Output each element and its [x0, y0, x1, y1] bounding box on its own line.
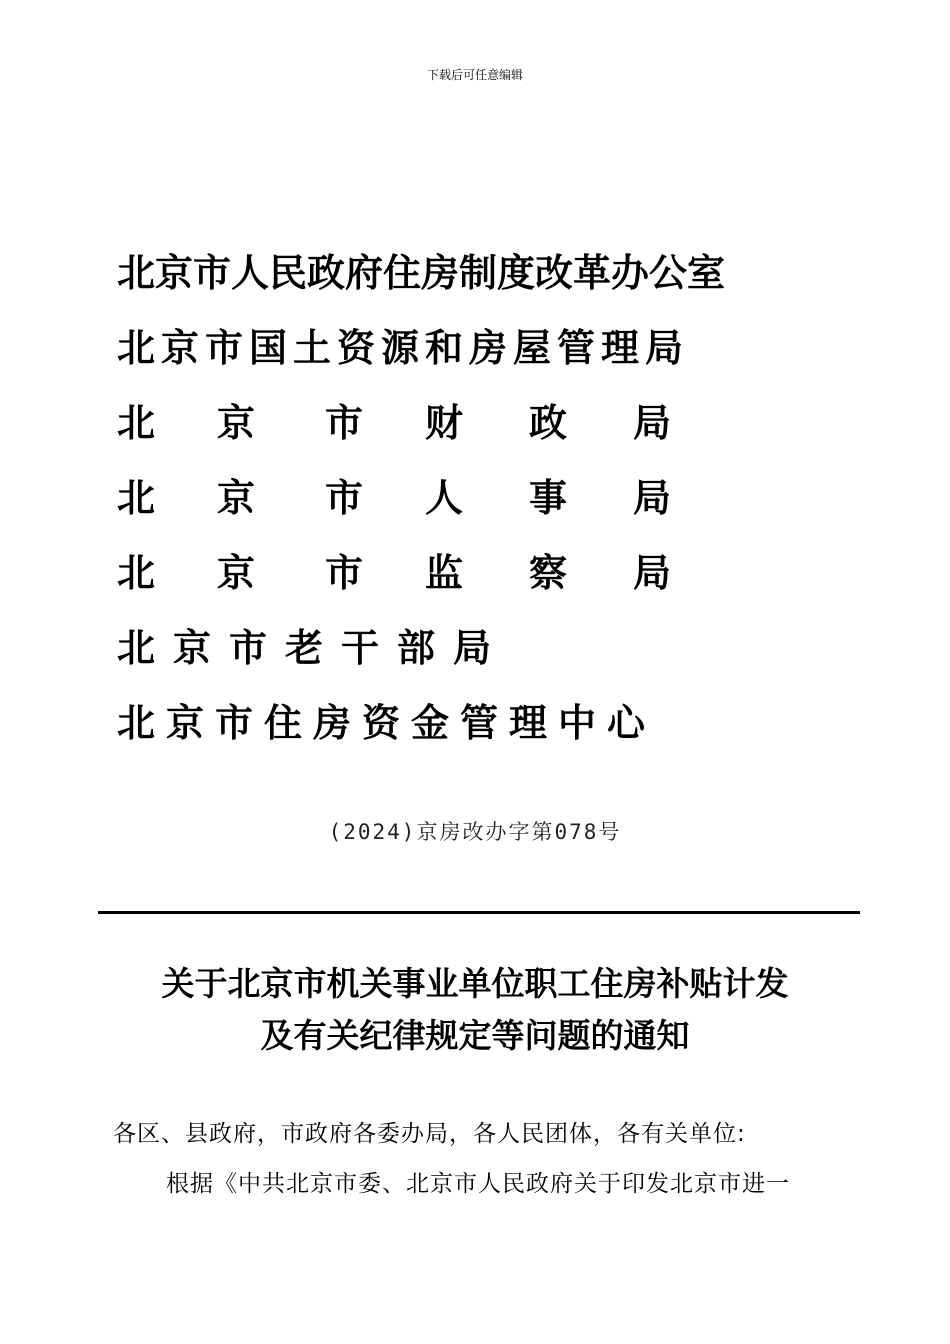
issuer-finance-bureau	[117, 396, 837, 471]
issuer-char: 局	[633, 476, 672, 520]
salutation: 各区、县政府，市政府各委办局，各人民团体，各有关单位:	[113, 1121, 746, 1147]
issuer-char: 京	[217, 401, 256, 445]
issuer-char: 局	[633, 401, 672, 445]
issuer-char: 监	[425, 551, 464, 595]
issuer-veteran-cadres-bureau	[117, 621, 837, 696]
issuer-name: 北京市住房资金管理中心	[117, 701, 657, 745]
document-title-line-2: 及有关纪律规定等问题的通知	[260, 1016, 690, 1055]
header-divider	[98, 911, 860, 914]
header-note: 下载后可任意编辑	[426, 68, 523, 82]
document-title-line-1: 关于北京市机关事业单位职工住房补贴计发	[161, 964, 789, 1003]
issuer-char: 事	[529, 476, 568, 520]
issuer-housing-fund-center	[117, 696, 837, 771]
document-title	[0, 958, 950, 1062]
issuer-char: 财	[425, 401, 464, 445]
document-number: (2024)京房改办字第078号	[328, 820, 622, 844]
issuer-supervision-bureau	[117, 546, 837, 621]
issuer-char: 市	[325, 551, 364, 595]
issuer-name: 北京市人民政府住房制度改革办公室	[117, 251, 726, 295]
body-paragraph: 根据《中共北京市委、北京市人民政府关于印发北京市进一	[166, 1171, 790, 1197]
issuer-char: 京	[217, 476, 256, 520]
issuer-char: 北	[117, 401, 156, 445]
issuer-char: 北	[117, 476, 156, 520]
issuer-char: 局	[633, 551, 672, 595]
issuer-char: 京	[217, 551, 256, 595]
issuing-organizations	[117, 246, 837, 771]
issuer-char: 政	[529, 401, 568, 445]
issuer-personnel-bureau	[117, 471, 837, 546]
issuer-housing-reform-office	[117, 246, 837, 321]
issuer-char: 人	[425, 476, 464, 520]
issuer-char: 市	[325, 401, 364, 445]
issuer-name: 北京市国土资源和房屋管理局	[117, 326, 690, 370]
issuer-char: 察	[529, 551, 568, 595]
issuer-char: 市	[325, 476, 364, 520]
issuer-char: 北	[117, 551, 156, 595]
issuer-land-housing-bureau	[117, 321, 837, 396]
issuer-name: 北京市老干部局	[117, 626, 510, 670]
